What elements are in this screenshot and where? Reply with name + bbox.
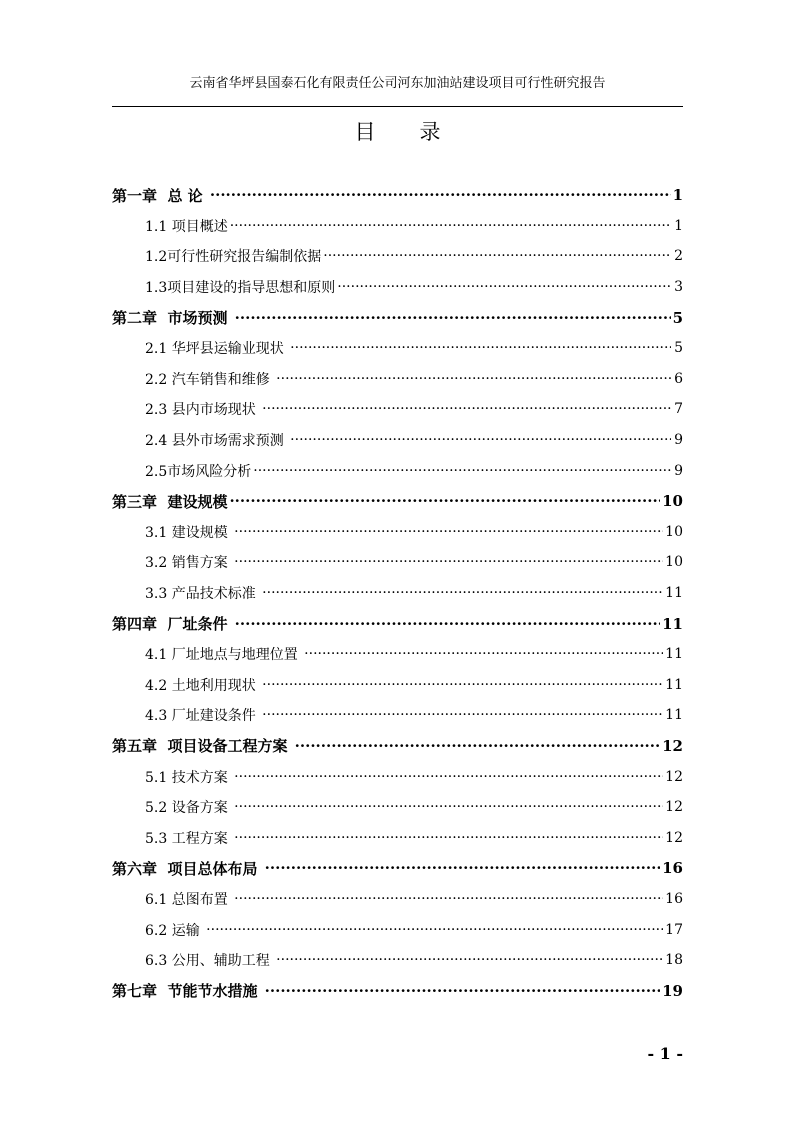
toc-chapter-entry[interactable] <box>112 486 683 517</box>
toc-entry-page: 10 <box>662 492 683 511</box>
dot-leader <box>253 463 671 479</box>
dot-leader <box>276 371 671 387</box>
dot-leader <box>323 248 671 264</box>
dot-leader <box>262 401 671 417</box>
toc-entry-page: 19 <box>662 981 683 1000</box>
toc-entry-label: 4.2 土地利用现状 <box>145 677 261 694</box>
toc-entry-page: 18 <box>665 952 683 969</box>
toc-entry-label: 4.3 厂址建设条件 <box>145 708 261 725</box>
toc-entry-label: 3.1 建设规模 <box>145 524 233 541</box>
dot-leader <box>276 952 663 968</box>
toc-section-entry[interactable] <box>112 792 683 823</box>
toc-section-entry[interactable] <box>112 333 683 364</box>
toc-entry-label: 3.2 销售方案 <box>145 555 233 572</box>
toc-entry-page: 12 <box>662 736 683 755</box>
dot-leader <box>234 769 663 785</box>
toc-entry-page: 1 <box>672 186 683 205</box>
toc-title: 目录 <box>354 120 485 144</box>
toc-entry-page: 12 <box>665 768 683 785</box>
toc-chapter-entry[interactable] <box>112 180 683 211</box>
toc-section-entry[interactable] <box>112 241 683 272</box>
toc-section-entry[interactable] <box>112 394 683 425</box>
toc-entry-page: 3 <box>674 279 683 296</box>
dot-leader <box>235 615 660 633</box>
dot-leader <box>234 554 663 570</box>
dot-leader <box>295 737 660 755</box>
running-header: 云南省华坪县国泰石化有限责任公司河东加油站建设项目可行性研究报告 <box>189 76 606 91</box>
dot-leader <box>234 524 663 540</box>
toc-entry-label: 2.2 汽车销售和维修 <box>145 371 275 388</box>
toc-entry-label: 第二章 市场预测 <box>112 309 233 328</box>
toc-entry-page: 10 <box>665 554 683 571</box>
toc-chapter-entry[interactable] <box>112 853 683 884</box>
toc-section-entry[interactable] <box>112 670 683 701</box>
toc-entry-label: 2.4 县外市场需求预测 <box>145 433 289 450</box>
toc-entry-label: 4.1 厂址地点与地理位置 <box>145 647 303 664</box>
toc-section-entry[interactable] <box>112 945 683 976</box>
toc-section-entry[interactable] <box>112 364 683 395</box>
table-of-contents <box>112 180 683 1006</box>
toc-section-entry[interactable] <box>112 884 683 915</box>
toc-section-entry[interactable] <box>112 761 683 792</box>
toc-entry-page: 1 <box>674 217 683 234</box>
toc-entry-label: 1.3项目建设的指导思想和原则 <box>145 280 336 297</box>
toc-entry-label: 第四章 厂址条件 <box>112 615 233 634</box>
toc-section-entry[interactable] <box>112 914 683 945</box>
toc-entry-page: 2 <box>674 248 683 265</box>
toc-entry-label: 6.2 运输 <box>145 922 205 939</box>
toc-entry-label: 1.1 项目概述 <box>145 218 228 235</box>
toc-chapter-entry[interactable] <box>112 975 683 1006</box>
toc-section-entry[interactable] <box>112 578 683 609</box>
toc-entry-page: 5 <box>672 308 683 327</box>
dot-leader <box>206 922 663 938</box>
dot-leader <box>265 859 660 877</box>
dot-leader <box>262 707 663 723</box>
toc-entry-page: 10 <box>665 523 683 540</box>
toc-entry-label: 2.5市场风险分析 <box>145 463 252 480</box>
dot-leader <box>262 585 663 601</box>
dot-leader <box>290 432 671 448</box>
toc-entry-page: 11 <box>665 646 683 663</box>
toc-entry-label: 5.2 设备方案 <box>145 800 233 817</box>
toc-section-entry[interactable] <box>112 211 683 242</box>
toc-entry-label: 2.1 华坪县运输业现状 <box>145 341 289 358</box>
dot-leader <box>262 677 663 693</box>
toc-entry-label: 第五章 项目设备工程方案 <box>112 737 293 756</box>
toc-chapter-entry[interactable] <box>112 731 683 762</box>
dot-leader <box>265 982 660 1000</box>
toc-entry-page: 9 <box>674 432 683 449</box>
toc-section-entry[interactable] <box>112 272 683 303</box>
toc-entry-page: 12 <box>665 829 683 846</box>
dot-leader <box>210 186 671 204</box>
dot-leader <box>304 646 663 662</box>
toc-entry-label: 1.2可行性研究报告编制依据 <box>145 249 322 266</box>
toc-section-entry[interactable] <box>112 822 683 853</box>
toc-entry-page: 7 <box>674 401 683 418</box>
toc-entry-page: 11 <box>665 707 683 724</box>
toc-entry-page: 9 <box>674 462 683 479</box>
toc-entry-page: 5 <box>674 340 683 357</box>
dot-leader <box>229 492 660 510</box>
dot-leader <box>230 218 671 234</box>
dot-leader <box>235 309 671 327</box>
header-rule <box>112 106 683 107</box>
toc-section-entry[interactable] <box>112 517 683 548</box>
toc-entry-label: 第六章 项目总体布局 <box>112 859 263 878</box>
toc-section-entry[interactable] <box>112 455 683 486</box>
toc-entry-page: 11 <box>665 676 683 693</box>
toc-entry-label: 5.3 工程方案 <box>145 830 233 847</box>
toc-section-entry[interactable] <box>112 547 683 578</box>
toc-entry-label: 6.1 总图布置 <box>145 891 233 908</box>
toc-entry-label: 5.1 技术方案 <box>145 769 233 786</box>
toc-entry-page: 16 <box>662 859 683 878</box>
page-number: - 1 - <box>647 1044 683 1063</box>
toc-entry-label: 第三章 建设规模 <box>112 492 228 511</box>
toc-entry-page: 11 <box>665 585 683 602</box>
toc-entry-page: 11 <box>662 614 683 633</box>
toc-entry-label: 2.3 县内市场现状 <box>145 402 261 419</box>
toc-section-entry[interactable] <box>112 639 683 670</box>
dot-leader <box>234 799 663 815</box>
toc-entry-page: 6 <box>674 370 683 387</box>
dot-leader <box>337 279 671 295</box>
toc-entry-page: 16 <box>665 890 683 907</box>
toc-chapter-entry[interactable] <box>112 608 683 639</box>
toc-entry-page: 17 <box>665 921 683 938</box>
dot-leader <box>234 891 663 907</box>
toc-section-entry[interactable] <box>112 425 683 456</box>
toc-entry-label: 第一章 总 论 <box>112 186 208 205</box>
toc-entry-label: 第七章 节能节水措施 <box>112 982 263 1001</box>
toc-entry-label: 6.3 公用、辅助工程 <box>145 953 275 970</box>
dot-leader <box>234 830 663 846</box>
toc-entry-label: 3.3 产品技术标准 <box>145 586 261 603</box>
toc-chapter-entry[interactable] <box>112 302 683 333</box>
dot-leader <box>290 340 671 356</box>
toc-entry-page: 12 <box>665 799 683 816</box>
toc-section-entry[interactable] <box>112 700 683 731</box>
